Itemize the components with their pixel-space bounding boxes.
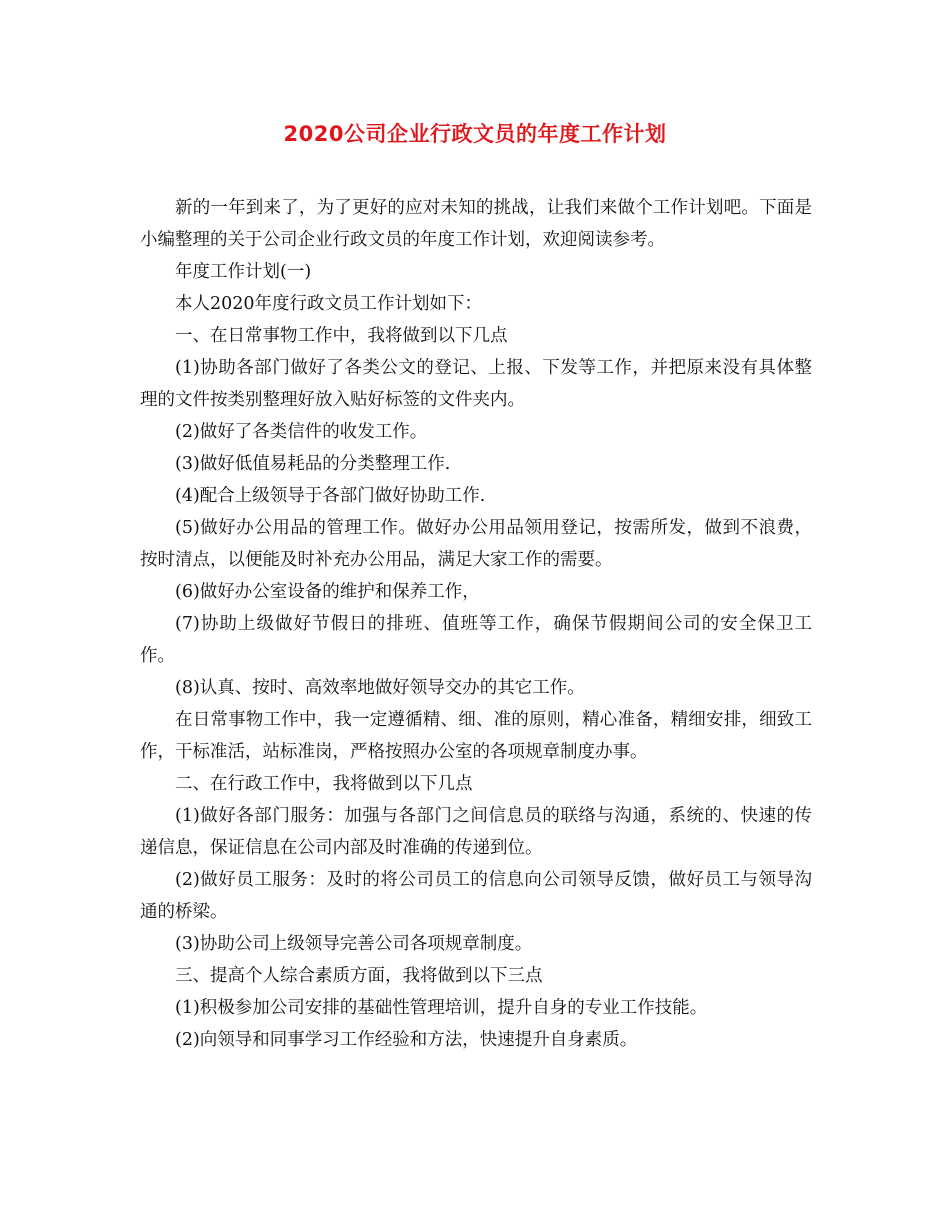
list-item: (1)协助各部门做好了各类公文的登记、上报、下发等工作，并把原来没有具体整理的文件按类别整理好放入贴好标签的文件夹内。 xyxy=(140,358,812,410)
document-body xyxy=(140,192,812,1056)
list-item: (2)做好了各类信件的收发工作。 xyxy=(175,422,428,442)
list-item: (2)做好员工服务：及时的将公司员工的信息向公司领导反馈，做好员工与领导沟通的桥梁。 xyxy=(140,870,812,922)
list-item: (6)做好办公室设备的维护和保养工作， xyxy=(175,582,480,602)
section-heading-admin-work: 二、在行政工作中，我将做到以下几点 xyxy=(175,774,473,794)
list-item: (1)积极参加公司安排的基础性管理培训，提升自身的专业工作技能。 xyxy=(175,998,708,1018)
paragraph-plan-heading: 年度工作计划(一) xyxy=(175,262,312,282)
paragraph-daily-summary: 在日常事物工作中，我一定遵循精、细、准的原则，精心准备，精细安排，细致工作，干标准活，站标准岗，严格按照办公室的各项规章制度办事。 xyxy=(140,710,812,762)
list-item: (3)做好低值易耗品的分类整理工作. xyxy=(175,454,451,474)
paragraph-intro: 新的一年到来了，为了更好的应对未知的挑战，让我们来做个工作计划吧。下面是小编整理的关于公司企业行政文员的年度工作计划，欢迎阅读参考。 xyxy=(140,198,812,250)
list-item: (7)协助上级做好节假日的排班、值班等工作，确保节假期间公司的安全保卫工作。 xyxy=(140,614,812,666)
list-item: (1)做好各部门服务：加强与各部门之间信息员的联络与沟通，系统的、快速的传递信息，保证信息在公司内部及时准确的传递到位。 xyxy=(140,806,812,858)
list-item: (4)配合上级领导于各部门做好协助工作. xyxy=(175,486,486,506)
list-item: (3)协助公司上级领导完善公司各项规章制度。 xyxy=(175,934,533,954)
section-heading-personal-quality: 三、提高个人综合素质方面，我将做到以下三点 xyxy=(175,966,543,986)
section-heading-daily-affairs: 一、在日常事物工作中，我将做到以下几点 xyxy=(175,326,508,346)
list-item: (8)认真、按时、高效率地做好领导交办的其它工作。 xyxy=(175,678,585,698)
list-item: (5)做好办公用品的管理工作。做好办公用品领用登记，按需所发，做到不浪费，按时清点，以便能及时补充办公用品，满足大家工作的需要。 xyxy=(140,518,812,570)
document-title: 2020公司企业行政文员的年度工作计划 xyxy=(283,122,667,146)
paragraph-plan-intro: 本人2020年度行政文员工作计划如下： xyxy=(175,294,483,314)
list-item: (2)向领导和同事学习工作经验和方法，快速提升自身素质。 xyxy=(175,1030,638,1050)
